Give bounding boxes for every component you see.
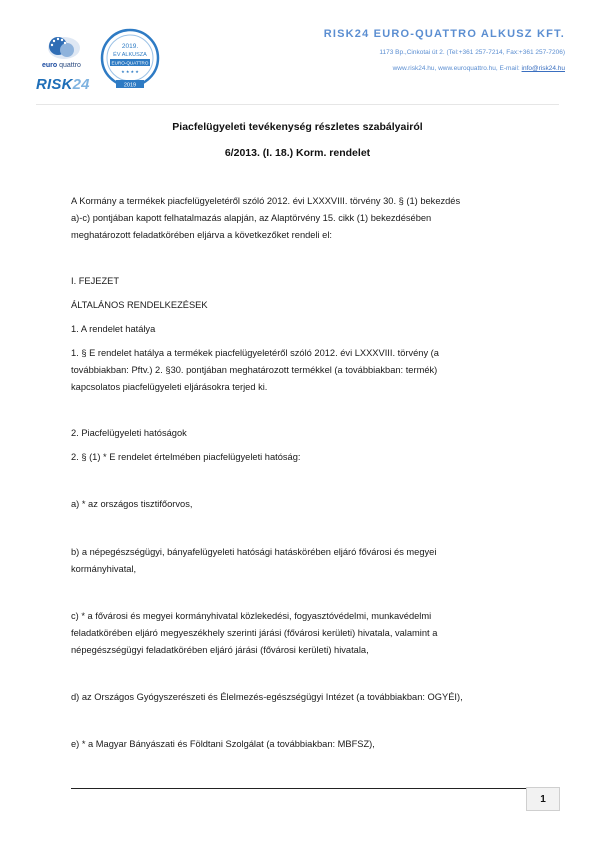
svg-text:★ ★ ★ ★: ★ ★ ★ ★ [121,69,139,74]
globe-icon [44,32,84,62]
intro-line-3: meghatározott feladatkörében eljárva a következőket rendeli el: [71,230,332,240]
risk24-wordmark: RISK24 [36,76,90,93]
document-subtitle: 6/2013. (I. 18.) Korm. rendelet [224,147,371,159]
section-1-line-2: továbbiakban: Pftv.) 2. §30. pontjában meghatározott termékkel (a továbbiakban: termék) [71,365,438,375]
item-a: a) * az országos tisztifőorvos, [71,499,193,509]
company-web [300,65,565,72]
svg-text:ÉV ALKUSZA: ÉV ALKUSZA [113,52,147,58]
section-2-title: 2. Piacfelügyeleti hatóságok [71,428,187,438]
document-title: Piacfelügyeleti tevékenység részletes szabályairól [172,121,423,133]
euroquattro-wordmark: euro quattro [42,62,81,69]
page-number: 1 [526,787,560,811]
item-d: d) az Országos Gyógyszerészeti és Élelmezés-egészségügyi Intézet (a továbbiakban: OGYÉI), [71,692,463,702]
web-addresses: www.risk24.hu, www.euroquattro.hu, E-mail: [392,65,520,72]
svg-text:EURO-QUATTRO: EURO-QUATTRO [111,60,149,66]
section-1-title: 1. A rendelet hatálya [71,324,156,334]
footer-divider [71,788,526,789]
section-1-line-1: 1. § E rendelet hatálya a termékek piacfelügyeletéről szóló 2012. évi LXXXVIII. törvény (a [71,348,439,358]
intro-line-1: A Kormány a termékek piacfelügyeletéről szóló 2012. évi LXXXVIII. törvény 30. § (1) bekezdés [71,196,461,206]
company-info [300,28,565,72]
svg-text:2019: 2019 [123,82,137,89]
chapter-heading: I. FEJEZET [71,276,120,286]
section-2-line-1: 2. § (1) * E rendelet értelmében piacfelügyeleti hatóság: [71,452,301,462]
item-b-line-2: kormányhivatal, [71,564,137,574]
item-b-line-1: b) a népegészségügyi, bányafelügyeleti hatósági hatáskörében eljáró fővárosi és megyei [71,547,437,557]
euroquattro-risk24-logo [36,26,98,96]
email-link[interactable]: info@risk24.hu [521,65,565,72]
item-c-line-1: c) * a fővárosi és megyei kormányhivatal közlekedési, fogyasztóvédelmi, munkavédelmi [71,611,432,621]
company-name: RISK24 EURO-QUATTRO ALKUSZ KFT. [323,28,565,40]
company-address: 1173 Bp.,Cinkotai út 2. (Tel:+361 257-7214, Fax:+361 257-7206) [379,49,565,56]
svg-text:2019.: 2019. [121,43,139,50]
header-divider [36,104,559,105]
section-1-line-3: kapcsolatos piacfelügyeleti eljárásokra terjed ki. [71,382,268,392]
item-c-line-2: feladatkörében eljáró megyeszékhely szerinti járási (fővárosi kerületi) hivatala, valamint a [71,628,438,638]
award-badge-icon [100,28,160,92]
intro-line-2: a)-c) pontjában kapott felhatalmazás alapján, az Alaptörvény 15. cikk (1) bekezdésében [71,213,432,223]
item-c-line-3: népegészségügyi feladatkörében eljáró járási (fővárosi kerületi) hivatala, [71,645,369,655]
item-e: e) * a Magyar Bányászati és Földtani Szolgálat (a továbbiakban: MBFSZ), [71,739,375,749]
chapter-title: ÁLTALÁNOS RENDELKEZÉSEK [71,300,208,310]
